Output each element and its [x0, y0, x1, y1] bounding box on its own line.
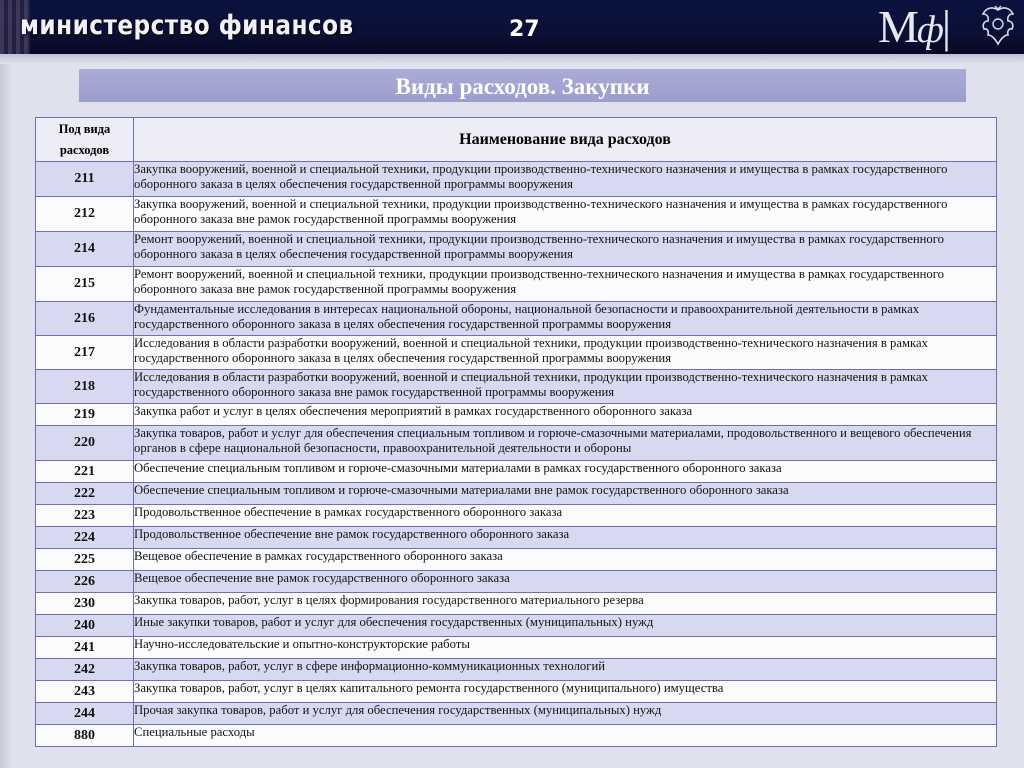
table-row: [36, 197, 997, 232]
expense-name-cell: Обеспечение специальным топливом и горюче-смазочными материалами в рамках государственного оборонного заказа: [134, 461, 997, 483]
expense-code-cell: 214: [36, 232, 134, 267]
expense-name-cell: Иные закупки товаров, работ и услуг для обеспечения государственных (муниципальных) нужд: [134, 615, 997, 637]
expense-code-cell: 211: [36, 162, 134, 197]
table-row: [36, 681, 997, 703]
table-row: [36, 483, 997, 505]
expense-name-cell: Научно-исследовательские и опытно-конструкторские работы: [134, 637, 997, 659]
expense-name-cell: Продовольственное обеспечение вне рамок государственного оборонного заказа: [134, 527, 997, 549]
expense-name-cell: Исследования в области разработки вооружений, военной и специальной техники, продукции производственно-технического назначения в рамках государственного оборонного заказа вне рамок государственной программы вооружения: [134, 370, 997, 404]
expense-types-table: [35, 117, 997, 747]
table-row: [36, 637, 997, 659]
expense-name-cell: Ремонт вооружений, военной и специальной техники, продукции производственно-технического назначения и имущества в рамках государственного оборонного заказа в целях обеспечения государственной программы вооружения: [134, 232, 997, 267]
expense-code-cell: 880: [36, 725, 134, 747]
column-header-name: Наименование вида расходов: [134, 118, 997, 162]
expense-name-cell: Закупка вооружений, военной и специальной техники, продукции производственно-технического назначения и имущества в рамках государственного оборонного заказа вне рамок государственной программы вооружения: [134, 197, 997, 232]
expense-name-cell: Закупка товаров, работ, услуг в целях формирования государственного материального резерва: [134, 593, 997, 615]
table-row: [36, 659, 997, 681]
expense-name-cell: Продовольственное обеспечение в рамках государственного оборонного заказа: [134, 505, 997, 527]
table-row: [36, 336, 997, 370]
table-header-row: [36, 118, 997, 162]
table-row: [36, 267, 997, 302]
slide-number: 27: [509, 17, 540, 42]
table-row: [36, 549, 997, 571]
expense-name-cell: Прочая закупка товаров, работ и услуг для обеспечения государственных (муниципальных) нужд: [134, 703, 997, 725]
expense-code-cell: 244: [36, 703, 134, 725]
table-row: [36, 426, 997, 461]
table-row: [36, 703, 997, 725]
expense-code-cell: 226: [36, 571, 134, 593]
expense-code-cell: 215: [36, 267, 134, 302]
expense-code-cell: 220: [36, 426, 134, 461]
expense-code-cell: 219: [36, 404, 134, 426]
table-row: [36, 162, 997, 197]
expense-name-cell: Исследования в области разработки вооружений, военной и специальной техники, продукции производственно-технического назначения в рамках государственного оборонного заказа в целях обеспечения государственной программы вооружения: [134, 336, 997, 370]
expense-name-cell: Закупка работ и услуг в целях обеспечения мероприятий в рамках государственного оборонного заказа: [134, 404, 997, 426]
ministry-name: министерство финансов: [20, 10, 354, 41]
table-row: [36, 615, 997, 637]
expense-code-cell: 223: [36, 505, 134, 527]
expense-code-cell: 222: [36, 483, 134, 505]
ministry-logo: [878, 2, 949, 55]
expense-name-cell: Закупка товаров, работ и услуг для обеспечения специальным топливом и горюче-смазочными материалами, продовольственного и вещевого обеспечения органов в сфере национальной безопасности, правоохранительной деятельности и обороны: [134, 426, 997, 461]
table-row: [36, 527, 997, 549]
expense-name-cell: Обеспечение специальным топливом и горюче-смазочными материалами вне рамок государственного оборонного заказа: [134, 483, 997, 505]
expense-code-cell: 218: [36, 370, 134, 404]
expense-name-cell: Закупка вооружений, военной и специальной техники, продукции производственно-технического назначения и имущества в рамках государственного оборонного заказа в целях обеспечения государственной программы вооружения: [134, 162, 997, 197]
table-row: [36, 461, 997, 483]
expense-code-cell: 225: [36, 549, 134, 571]
expense-code-cell: 230: [36, 593, 134, 615]
logo-letter-f: ф: [916, 9, 942, 51]
expense-name-cell: Вещевое обеспечение в рамках государственного оборонного заказа: [134, 549, 997, 571]
expense-name-cell: Ремонт вооружений, военной и специальной техники, продукции производственно-технического назначения и имущества в рамках государственного оборонного заказа вне рамок государственной программы вооружения: [134, 267, 997, 302]
expense-name-cell: Вещевое обеспечение вне рамок государственного оборонного заказа: [134, 571, 997, 593]
left-margin-band: [0, 64, 14, 768]
expense-code-cell: 240: [36, 615, 134, 637]
header-divider: [0, 54, 1024, 64]
table-row: [36, 571, 997, 593]
expense-code-cell: 217: [36, 336, 134, 370]
slide-title: Виды расходов. Закупки: [79, 69, 966, 102]
header-banner: [0, 0, 1024, 54]
expense-name-cell: Фундаментальные исследования в интересах национальной обороны, национальной безопасности и правоохранительной деятельности в рамках государственного оборонного заказа в целях обеспечения государственной программы вооружения: [134, 302, 997, 336]
logo-bar: |: [941, 1, 950, 52]
expense-code-cell: 221: [36, 461, 134, 483]
table-row: [36, 593, 997, 615]
expense-name-cell: Закупка товаров, работ, услуг в сфере информационно-коммуникационных технологий: [134, 659, 997, 681]
table-row: [36, 404, 997, 426]
logo-letter-m: М: [878, 1, 917, 52]
table-row: [36, 505, 997, 527]
coat-of-arms-icon: [978, 4, 1018, 50]
table-row: [36, 725, 997, 747]
table-row: [36, 370, 997, 404]
expense-code-cell: 216: [36, 302, 134, 336]
expense-code-cell: 224: [36, 527, 134, 549]
expense-code-cell: 243: [36, 681, 134, 703]
expense-code-cell: 241: [36, 637, 134, 659]
expense-code-cell: 242: [36, 659, 134, 681]
column-header-code: Под вида расходов: [36, 118, 134, 162]
table-row: [36, 232, 997, 267]
expense-code-cell: 212: [36, 197, 134, 232]
expense-name-cell: Закупка товаров, работ, услуг в целях капитального ремонта государственного (муниципального) имущества: [134, 681, 997, 703]
table-row: [36, 302, 997, 336]
expense-name-cell: Специальные расходы: [134, 725, 997, 747]
